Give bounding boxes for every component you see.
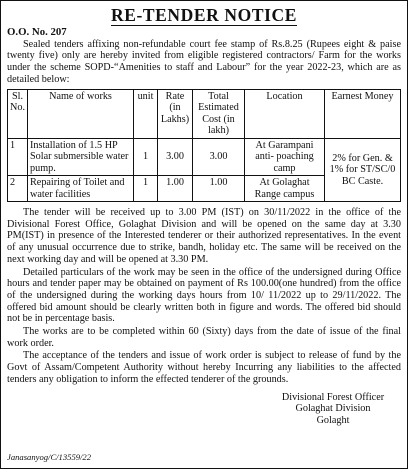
notice-title [7, 5, 401, 25]
signature-block [273, 392, 393, 427]
works-table [7, 89, 401, 203]
header-location: Location [245, 89, 325, 138]
paragraph-particulars: Detailed particulars of the work may be seen in the office of the undersigned during Office hours and tender paper may be obtained on payment of Rs 100.00(one hundred) from the office of the undersigned during the working days hours from 10/ 11/2022 up to 29/11/2022. The offered bid amount should be clearly written both in figure and words. The offered bid should not be in percentage basis. [7, 266, 401, 325]
notice-title-text: RE-TENDER NOTICE [110, 5, 298, 25]
cell-work: Repairing of Toilet and water facilities [28, 176, 134, 202]
header-total-cost: Total Estimated Cost (in lakh) [193, 89, 245, 138]
header-unit: unit [134, 89, 158, 138]
cell-rate: 1.00 [158, 176, 193, 202]
table-header-row [8, 89, 401, 138]
cell-total: 3.00 [193, 138, 245, 176]
paragraph-acceptance: The acceptance of the tenders and issue of work order is subject to release of fund by the Govt of Assam/Competent Authority without hereby Incurring any liabilities to the affected tenders any obligation to inform the effected tenderer of the grounds. [7, 350, 401, 385]
signature-designation: Divisional Forest Officer [281, 391, 385, 403]
header-name-of-works: Name of works [28, 89, 134, 138]
paragraph-completion: The works are to be completed within 60 (Sixty) days from the date of issue of the final work order. [7, 326, 401, 349]
cell-total: 1.00 [193, 176, 245, 202]
cell-unit: 1 [134, 138, 158, 176]
cell-earnest-money: 2% for Gen. & 1% for ST/SC/0 BC Caste. [325, 138, 401, 202]
cell-rate: 3.00 [158, 138, 193, 176]
paragraph-receipt: The tender will be received up to 3.00 PM (IST) on 30/11/2022 in the office of the Divisional Forest Office, Golaghat Division and will be opened on the same day at 3.30 PM(IST) in presence of the Interested tenderer or their authorized representatives. In the event of any unusual occurrence due to strike, bandh, holiday etc. The same will be received on the next working day and will be opened at 3.30 PM. [7, 207, 401, 265]
cell-unit: 1 [134, 176, 158, 202]
cell-sl: 2 [8, 176, 28, 202]
table-row [8, 138, 401, 176]
header-earnest-money: Earnest Money [325, 89, 401, 138]
cell-location: At Golaghat Range campus [245, 176, 325, 202]
cell-work: Installation of 1.5 HP Solar submersible water pump. [28, 138, 134, 176]
reference-number: Janasanyog/C/13559/22 [7, 452, 92, 463]
cell-sl: 1 [8, 138, 28, 176]
cell-location: At Garampani anti- poaching camp [245, 138, 325, 176]
header-sl-no: Sl. No. [8, 89, 28, 138]
order-number: O.O. No. 207 [7, 26, 67, 38]
signature-division: Golaghat Division [295, 403, 371, 415]
header-rate: Rate (in Lakhs) [158, 89, 193, 138]
intro-paragraph: Sealed tenders affixing non-refundable court fee stamp of Rs.8.25 (Rupees eight & paise twenty five) only are hereby invited from eligible registered contractors/ Farm for the works under the scheme SOPD-“Amenities to staff and Labour” for the year 2022-23, which are as detailed below: [7, 38, 401, 85]
signature-place: Golaght [316, 414, 350, 426]
